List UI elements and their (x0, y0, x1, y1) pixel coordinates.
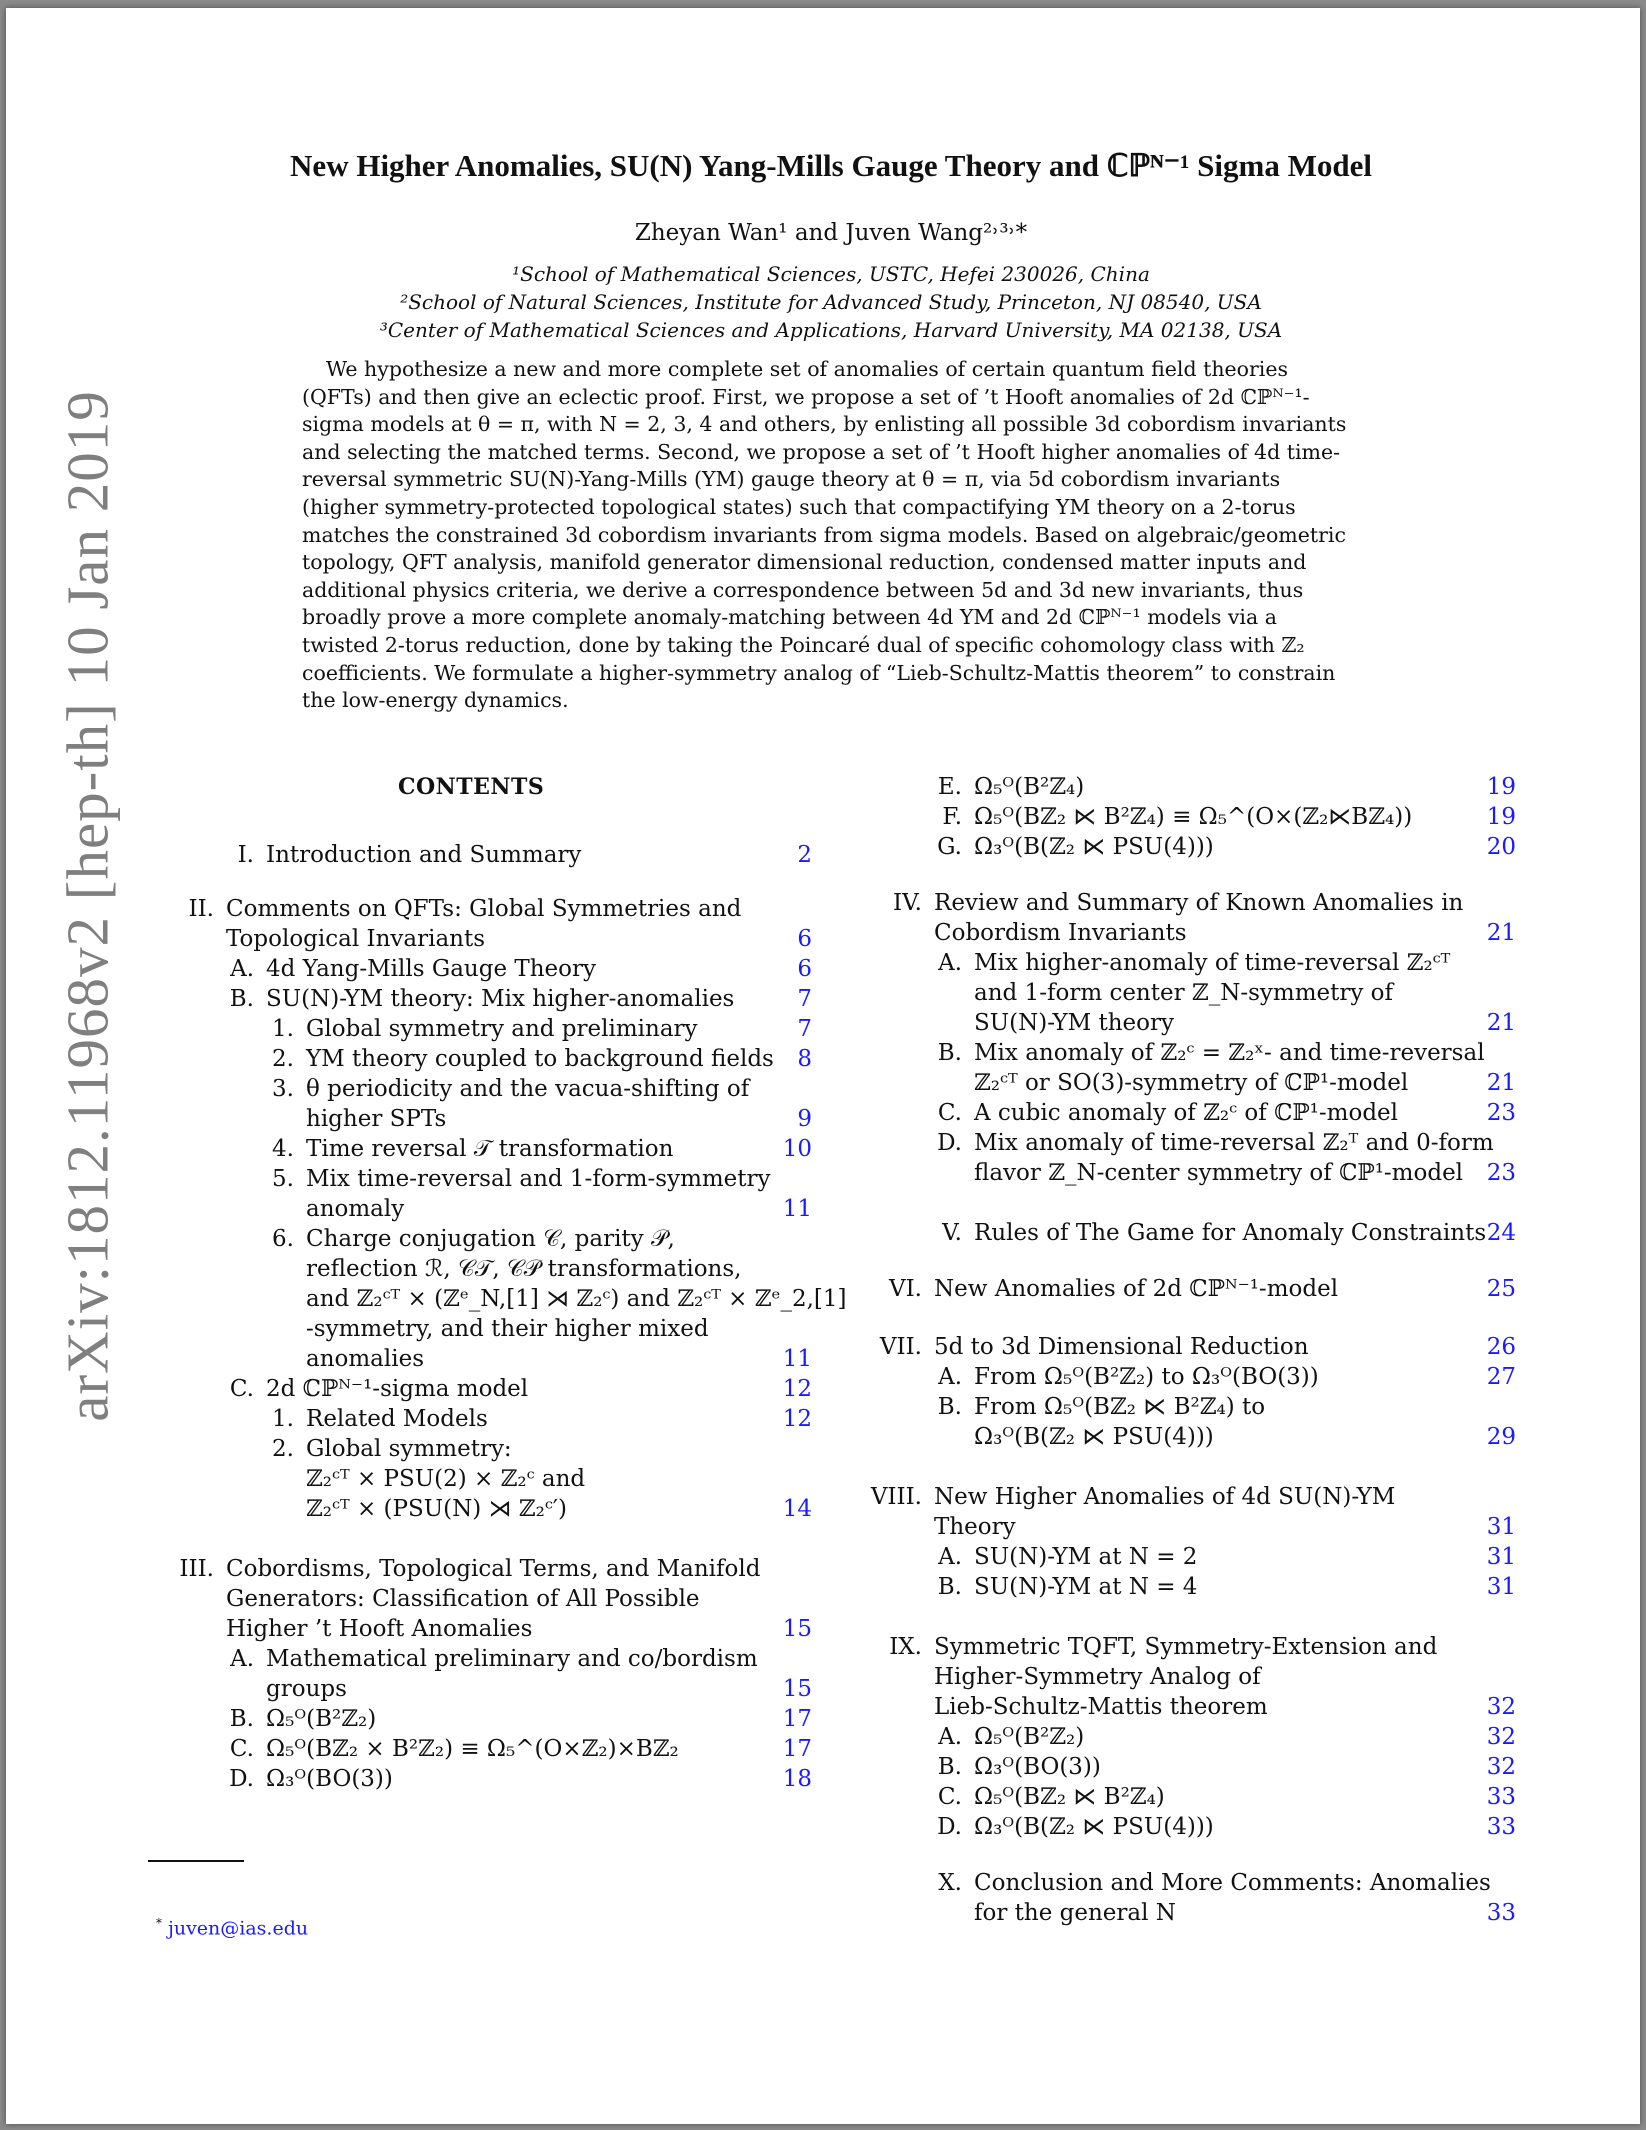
toc-entry-title: 2d ℂℙᴺ⁻¹-sigma model (266, 1376, 529, 1402)
toc-entry[interactable] (156, 1764, 812, 1794)
toc-entry-number: 2. (272, 1436, 294, 1462)
toc-entry (852, 1662, 1516, 1692)
abstract-line: (higher symmetry-protected topological states) such that compactifying YM theory on a 2-torus (302, 494, 1296, 519)
toc-entry (852, 1482, 1516, 1512)
abstract-line: reversal symmetric SU(N)-Yang-Mills (YM) gauge theory at θ = π, via 5d cobordism invariants (302, 467, 1281, 492)
abstract (302, 356, 1362, 715)
toc-entry-title: anomaly (306, 1196, 405, 1222)
toc-entry-title: Mix anomaly of time-reversal ℤ₂ᵀ and 0-form (974, 1130, 1494, 1156)
toc-entry-title: From Ω₅ᴼ(B²ℤ₂) to Ω₃ᴼ(BO(3)) (974, 1364, 1319, 1390)
toc-page-link[interactable]: 33 (1486, 1814, 1516, 1840)
toc-entry-number: II. (188, 896, 214, 922)
toc-entry[interactable] (852, 1158, 1516, 1188)
toc-entry-title: ℤ₂ᶜᵀ × (PSU(N) ⋊ ℤ₂ᶜ′) (306, 1496, 567, 1522)
toc-entry-number: B. (937, 1754, 962, 1780)
toc-entry[interactable] (852, 1812, 1516, 1842)
toc-entry-title: ℤ₂ᶜᵀ × PSU(2) × ℤ₂ᶜ and (306, 1466, 586, 1492)
toc-entry (852, 888, 1516, 918)
toc-page-link[interactable]: 17 (782, 1706, 812, 1732)
toc-entry[interactable] (156, 1614, 812, 1644)
toc-entry-title: Ω₃ᴼ(BO(3)) (974, 1754, 1101, 1780)
toc-entry[interactable] (852, 772, 1516, 802)
toc-entry-title: Ω₃ᴼ(BO(3)) (266, 1766, 393, 1792)
toc-entry-number: A. (230, 1646, 254, 1672)
toc-entry-title: Conclusion and More Comments: Anomalies (974, 1870, 1491, 1896)
toc-entry-number: III. (179, 1556, 214, 1582)
toc-entry-title: θ periodicity and the vacua-shifting of (306, 1076, 750, 1102)
toc-page-link[interactable]: 19 (1486, 774, 1516, 800)
toc-entry-title: Mix time-reversal and 1-form-symmetry (306, 1166, 771, 1192)
toc-entry[interactable] (156, 1044, 812, 1074)
footnote (156, 1916, 308, 1939)
toc-entry-title: Time reversal 𝒯 transformation (306, 1136, 674, 1162)
abstract-line: coefficients. We formulate a higher-symmetry analog of “Lieb-Schultz-Mattis theorem” to constrain (302, 660, 1336, 685)
toc-entry-number: X. (938, 1870, 962, 1896)
toc-entry-title: Charge conjugation 𝒞, parity 𝒫, (306, 1226, 675, 1252)
toc-entry[interactable] (156, 1104, 812, 1134)
toc-entry-title: Comments on QFTs: Global Symmetries and (226, 896, 742, 922)
toc-entry[interactable] (156, 1134, 812, 1164)
toc-entry-title: Ω₅ᴼ(Bℤ₂ ⋉ B²ℤ₄) ≡ Ω₅^(O×(ℤ₂⋉Bℤ₄)) (974, 804, 1413, 830)
toc-entry-number: D. (937, 1814, 962, 1840)
toc-page-link[interactable]: 33 (1486, 1900, 1516, 1926)
toc-entry[interactable] (852, 1362, 1516, 1392)
toc-entry-title: Ω₅ᴼ(Bℤ₂ ⋉ B²ℤ₄) (974, 1784, 1165, 1810)
toc-page-link[interactable]: 31 (1486, 1514, 1516, 1540)
toc-entry (852, 1392, 1516, 1422)
toc-page-link[interactable]: 26 (1486, 1334, 1516, 1360)
toc-page-link[interactable]: 32 (1486, 1754, 1516, 1780)
toc-page-link[interactable]: 10 (782, 1136, 812, 1162)
toc-page-link[interactable]: 23 (1486, 1100, 1516, 1126)
toc-entry-title: SU(N)-YM at N = 2 (974, 1544, 1198, 1570)
toc-page-link[interactable]: 29 (1486, 1424, 1516, 1450)
toc-entry[interactable] (156, 1704, 812, 1734)
toc-entry-number: 3. (272, 1076, 294, 1102)
abstract-line: and selecting the matched terms. Second, we propose a set of ’t Hooft higher anomalies of 4d time- (302, 439, 1341, 464)
toc-entry-number: B. (937, 1574, 962, 1600)
toc-entry-number: A. (938, 1724, 962, 1750)
toc-entry-number: C. (937, 1100, 962, 1126)
toc-entry-number: B. (937, 1394, 962, 1420)
toc-page-link[interactable]: 6 (797, 926, 812, 952)
toc-entry[interactable] (852, 1692, 1516, 1722)
toc-entry-title: Mix anomaly of ℤ₂ᶜ = ℤ₂ˣ- and time-reversal (974, 1040, 1485, 1066)
toc-entry-title: YM theory coupled to background fields (306, 1046, 774, 1072)
toc-entry-title: Ω₃ᴼ(B(ℤ₂ ⋉ PSU(4))) (974, 1424, 1214, 1450)
toc-entry-title: Generators: Classification of All Possible (226, 1586, 700, 1612)
toc-page-link[interactable]: 24 (1486, 1220, 1516, 1246)
toc-entry-title: Lieb-Schultz-Mattis theorem (934, 1694, 1268, 1720)
toc-entry-number: 1. (272, 1016, 294, 1042)
toc-entry-title: Theory (934, 1514, 1016, 1540)
toc-entry[interactable] (156, 1674, 812, 1704)
toc-entry (852, 1868, 1516, 1898)
toc-entry-number: B. (229, 1706, 254, 1732)
toc-entry[interactable] (852, 1332, 1516, 1362)
toc-entry[interactable] (852, 1098, 1516, 1128)
paper-page (6, 8, 1640, 2124)
table-of-contents-right (852, 772, 1516, 1962)
toc-entry (156, 1314, 812, 1344)
toc-entry-title: Higher-Symmetry Analog of (934, 1664, 1261, 1690)
toc-entry-number: 2. (272, 1046, 294, 1072)
toc-entry-title: Global symmetry and preliminary (306, 1016, 698, 1042)
toc-entry[interactable] (852, 1722, 1516, 1752)
toc-entry (852, 1038, 1516, 1068)
toc-entry-title: Ω₃ᴼ(B(ℤ₂ ⋉ PSU(4))) (974, 1814, 1214, 1840)
toc-entry-number: V. (942, 1220, 962, 1246)
toc-entry-number: D. (937, 1130, 962, 1156)
toc-entry-number: VI. (888, 1276, 922, 1302)
author-email-link[interactable]: juven@ias.edu (167, 1917, 309, 1940)
author-list: Zheyan Wan¹ and Juven Wang²˒³˒* (634, 220, 1028, 246)
toc-entry (156, 1584, 812, 1614)
toc-entry-title: anomalies (306, 1346, 425, 1372)
toc-page-link[interactable]: 12 (782, 1406, 812, 1432)
toc-entry[interactable] (156, 954, 812, 984)
toc-entry[interactable] (156, 924, 812, 954)
toc-entry (156, 1644, 812, 1674)
toc-entry-title: Ω₃ᴼ(B(ℤ₂ ⋉ PSU(4))) (974, 834, 1214, 860)
affiliation-1: ¹School of Mathematical Sciences, USTC, Hefei 230026, China (512, 262, 1150, 286)
toc-page-link[interactable]: 21 (1486, 1010, 1516, 1036)
toc-entry-title: Higher ’t Hooft Anomalies (226, 1616, 533, 1642)
toc-entry-title: for the general N (974, 1900, 1176, 1926)
toc-entry-number: IV. (893, 890, 922, 916)
toc-entry (852, 978, 1516, 1008)
abstract-line: the low-energy dynamics. (302, 688, 569, 713)
toc-entry-title: New Higher Anomalies of 4d SU(N)-YM (934, 1484, 1396, 1510)
toc-entry[interactable] (852, 1542, 1516, 1572)
toc-entry (156, 1284, 847, 1314)
toc-entry[interactable] (852, 1512, 1516, 1542)
toc-entry-title: Rules of The Game for Anomaly Constraints (974, 1220, 1487, 1246)
toc-entry-number: 5. (272, 1166, 294, 1192)
toc-entry (156, 894, 812, 924)
toc-entry-number: 6. (272, 1226, 294, 1252)
toc-page-link[interactable]: 17 (782, 1736, 812, 1762)
toc-entry-number: E. (937, 774, 962, 800)
toc-entry-number: B. (937, 1040, 962, 1066)
toc-entry-number: D. (229, 1766, 254, 1792)
toc-entry-title: -symmetry, and their higher mixed (306, 1316, 709, 1342)
toc-entry-title: SU(N)-YM theory (974, 1010, 1175, 1036)
toc-entry[interactable] (852, 1218, 1516, 1248)
toc-entry[interactable] (156, 1344, 812, 1374)
toc-entry (156, 1554, 812, 1584)
toc-page-link[interactable]: 2 (797, 842, 812, 868)
abstract-line: (QFTs) and then give an eclectic proof. First, we propose a set of ’t Hooft anomalies of 2d ℂℙᴺ⁻¹- (302, 384, 1310, 409)
toc-page-link[interactable]: 11 (782, 1196, 812, 1222)
toc-entry (852, 1632, 1516, 1662)
toc-page-link[interactable]: 32 (1486, 1694, 1516, 1720)
toc-entry-number: A. (938, 1364, 962, 1390)
toc-page-link[interactable]: 8 (797, 1046, 812, 1072)
toc-page-link[interactable]: 21 (1486, 1070, 1516, 1096)
abstract-line: additional physics criteria, we derive a correspondence between 5d and 3d new invariants, thus (302, 577, 1304, 602)
toc-entry[interactable] (156, 1404, 812, 1434)
toc-entry-title: Symmetric TQFT, Symmetry-Extension and (934, 1634, 1438, 1660)
affiliation-2: ²School of Natural Sciences, Institute for Advanced Study, Princeton, NJ 08540, USA (400, 290, 1262, 314)
toc-entry (156, 1224, 812, 1254)
toc-entry-title: A cubic anomaly of ℤ₂ᶜ of ℂℙ¹-model (974, 1100, 1399, 1126)
footnote-mark: * (156, 1916, 162, 1930)
toc-entry-title: SU(N)-YM at N = 4 (974, 1574, 1198, 1600)
abstract-line: twisted 2-torus reduction, done by taking the Poincaré dual of specific cohomology class with ℤ₂ (302, 632, 1305, 657)
toc-entry[interactable] (156, 840, 812, 870)
toc-page-link[interactable]: 15 (782, 1616, 812, 1642)
toc-entry[interactable] (852, 1752, 1516, 1782)
paper-title: New Higher Anomalies, SU(N) Yang-Mills Gauge Theory and ℂℙᴺ⁻¹ Sigma Model (290, 148, 1372, 183)
toc-entry (156, 1074, 812, 1104)
abstract-line: sigma models at θ = π, with N = 2, 3, 4 and others, by enlisting all possible 3d cobordism invariants (302, 412, 1347, 437)
toc-entry-number: 4. (272, 1136, 294, 1162)
toc-entry (852, 1128, 1516, 1158)
toc-entry (156, 1164, 812, 1194)
toc-entry-number: A. (938, 950, 962, 976)
toc-entry[interactable] (852, 918, 1516, 948)
toc-entry[interactable] (156, 1014, 812, 1044)
toc-entry-title: Ω₅ᴼ(B²ℤ₂) (974, 1724, 1085, 1750)
abstract-line: broadly prove a more complete anomaly-matching between 4d YM and 2d ℂℙᴺ⁻¹ models via a (302, 605, 1277, 630)
abstract-line: matches the constrained 3d cobordism invariants from sigma models. Based on algebraic/geometric (302, 522, 1346, 547)
abstract-line: topology, QFT analysis, manifold generator dimensional reduction, condensed matter inputs and (302, 550, 1307, 575)
toc-page-link[interactable]: 11 (782, 1346, 812, 1372)
toc-entry-number: C. (229, 1736, 254, 1762)
toc-entry[interactable] (156, 984, 812, 1014)
toc-entry-number: F. (942, 804, 962, 830)
table-of-contents-left (156, 840, 847, 1870)
toc-entry-title: Mix higher-anomaly of time-reversal ℤ₂ᶜᵀ (974, 950, 1451, 976)
toc-entry-title: higher SPTs (306, 1106, 447, 1132)
toc-page-link[interactable]: 32 (1486, 1724, 1516, 1750)
toc-page-link[interactable]: 20 (1486, 834, 1516, 860)
toc-entry-title: Cobordisms, Topological Terms, and Manifold (226, 1556, 761, 1582)
toc-entry-title: Related Models (306, 1406, 488, 1432)
toc-entry-title: and ℤ₂ᶜᵀ × (ℤᵉ_N,[1] ⋊ ℤ₂ᶜ) and ℤ₂ᶜᵀ × ℤᵉ_2,[1] (306, 1286, 847, 1312)
toc-entry[interactable] (156, 1374, 812, 1404)
toc-entry-number: B. (229, 986, 254, 1012)
toc-page-link[interactable]: 15 (782, 1676, 812, 1702)
toc-entry (156, 1434, 812, 1464)
toc-entry (156, 1464, 812, 1494)
toc-entry-title: Ω₅ᴼ(Bℤ₂ × B²ℤ₂) ≡ Ω₅^(O×ℤ₂)×Bℤ₂ (266, 1736, 679, 1762)
toc-entry-number: C. (937, 1784, 962, 1810)
toc-entry-number: VIII. (870, 1484, 922, 1510)
toc-entry[interactable] (156, 1494, 812, 1524)
toc-entry-title: SU(N)-YM theory: Mix higher-anomalies (266, 986, 735, 1012)
toc-page-link[interactable]: 7 (797, 1016, 812, 1042)
toc-page-link[interactable]: 21 (1486, 920, 1516, 946)
toc-entry[interactable] (852, 1068, 1516, 1098)
toc-page-link[interactable]: 23 (1486, 1160, 1516, 1186)
toc-entry-title: groups (266, 1676, 347, 1702)
toc-entry-number: C. (229, 1376, 254, 1402)
toc-entry-title: Introduction and Summary (266, 842, 582, 868)
toc-entry[interactable] (852, 1422, 1516, 1452)
abstract-line: We hypothesize a new and more complete set of anomalies of certain quantum field theories (326, 357, 1289, 381)
toc-page-link[interactable]: 18 (782, 1766, 812, 1792)
toc-entry-title: 4d Yang-Mills Gauge Theory (266, 956, 596, 982)
toc-page-link[interactable]: 25 (1486, 1276, 1516, 1302)
toc-entry[interactable] (852, 1898, 1516, 1928)
toc-entry-title: Cobordism Invariants (934, 920, 1187, 946)
arxiv-identifier-text: arXiv:1812.11968v2 [hep-th] 10 Jan 2019 (54, 390, 121, 1422)
toc-entry[interactable] (852, 802, 1516, 832)
toc-page-link[interactable]: 14 (782, 1496, 812, 1522)
toc-entry (852, 948, 1516, 978)
toc-entry-number: VII. (879, 1334, 922, 1360)
affiliation-3: ³Center of Mathematical Sciences and Applications, Harvard University, MA 02138, USA (379, 318, 1283, 342)
toc-entry-title: Ω₅ᴼ(B²ℤ₂) (266, 1706, 377, 1732)
toc-entry-number: A. (230, 956, 254, 982)
toc-entry-title: Global symmetry: (306, 1436, 512, 1462)
toc-entry-number: 1. (272, 1406, 294, 1432)
toc-entry[interactable] (852, 1008, 1516, 1038)
toc-entry[interactable] (852, 832, 1516, 862)
toc-entry-title: ℤ₂ᶜᵀ or SO(3)-symmetry of ℂℙ¹-model (974, 1070, 1409, 1096)
toc-page-link[interactable]: 31 (1486, 1544, 1516, 1570)
toc-entry-number: I. (237, 842, 254, 868)
toc-entry-title: From Ω₅ᴼ(Bℤ₂ ⋉ B²ℤ₄) to (974, 1394, 1266, 1420)
toc-entry-title: Topological Invariants (226, 926, 486, 952)
toc-entry-number: A. (938, 1544, 962, 1570)
toc-entry[interactable] (156, 1734, 812, 1764)
footnote-rule (148, 1860, 244, 1862)
toc-entry-title: and 1-form center ℤ_N-symmetry of (974, 980, 1394, 1006)
toc-page-link[interactable]: 33 (1486, 1784, 1516, 1810)
toc-entry[interactable] (852, 1274, 1516, 1304)
toc-page-link[interactable]: 6 (797, 956, 812, 982)
toc-entry[interactable] (852, 1782, 1516, 1812)
toc-entry-title: Review and Summary of Known Anomalies in (934, 890, 1464, 916)
contents-heading: CONTENTS (398, 774, 545, 800)
toc-entry[interactable] (852, 1572, 1516, 1602)
toc-page-link[interactable]: 31 (1486, 1574, 1516, 1600)
toc-page-link[interactable]: 7 (797, 986, 812, 1012)
toc-entry[interactable] (156, 1194, 812, 1224)
toc-entry-number: G. (937, 834, 962, 860)
toc-entry-title: Mathematical preliminary and co/bordism (266, 1646, 758, 1672)
toc-entry (156, 1254, 812, 1284)
toc-page-link[interactable]: 12 (782, 1376, 812, 1402)
toc-entry-title: Ω₅ᴼ(B²ℤ₄) (974, 774, 1085, 800)
toc-entry-title: New Anomalies of 2d ℂℙᴺ⁻¹-model (934, 1276, 1339, 1302)
toc-page-link[interactable]: 19 (1486, 804, 1516, 830)
toc-entry-title: reflection ℛ, 𝒞𝒯, 𝒞𝒫 transformations, (306, 1256, 742, 1282)
toc-entry-title: 5d to 3d Dimensional Reduction (934, 1334, 1309, 1360)
toc-entry-number: IX. (889, 1634, 922, 1660)
toc-page-link[interactable]: 9 (797, 1106, 812, 1132)
toc-entry-title: flavor ℤ_N-center symmetry of ℂℙ¹-model (974, 1160, 1464, 1186)
toc-page-link[interactable]: 27 (1486, 1364, 1516, 1390)
